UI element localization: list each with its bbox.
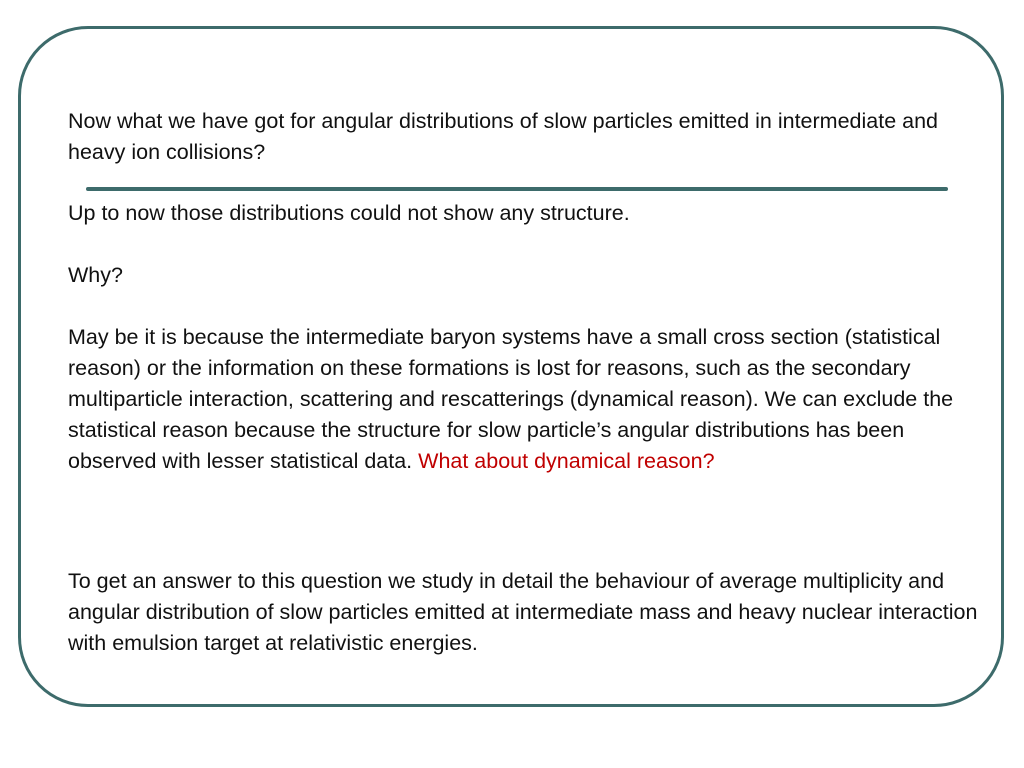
statement-text: Up to now those distributions could not show any structure. <box>68 201 630 225</box>
answer-text: To get an answer to this question we study in detail the behaviour of average multiplicity and angular distribution of slow particles emitted at intermediate mass and heavy nuclear interaction with emulsion target at relativistic energies. <box>68 569 978 655</box>
question-text: Now what we have got for angular distributions of slow particles emitted in intermediate and heavy ion collisions? <box>68 109 939 164</box>
divider-line <box>86 187 948 191</box>
explanation-paragraph <box>68 322 988 477</box>
explanation-highlight: What about dynamical reason? <box>418 449 715 473</box>
why-text: Why? <box>68 263 123 287</box>
explanation-text: May be it is because the intermediate baryon systems have a small cross section (statistical reason) or the information on these formations is lost for reasons, such as the secondary multiparticle interaction, scattering and rescatterings (dynamical reason). We can exclude the statistical reason because the structure for slow particle’s angular distributions has been observed with lesser statistical data. <box>68 325 954 473</box>
